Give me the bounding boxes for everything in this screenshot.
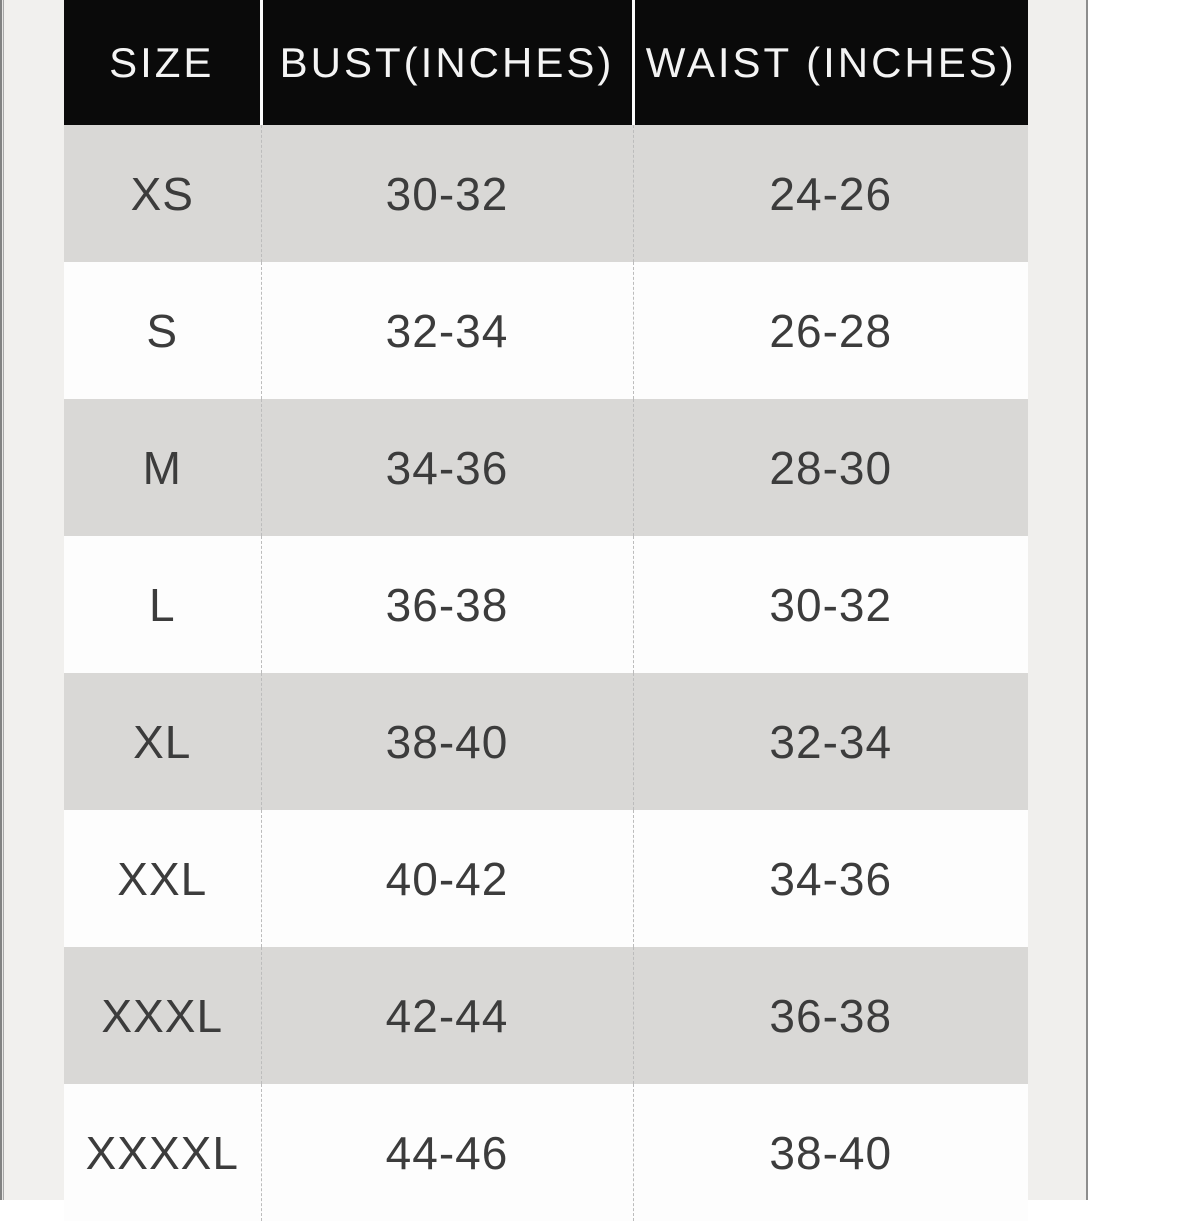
size-cell: L	[64, 536, 261, 673]
waist-cell: 32-34	[633, 673, 1028, 810]
table-row-xl	[64, 673, 1028, 810]
table-row-xxl	[64, 810, 1028, 947]
size-cell: XXL	[64, 810, 261, 947]
table-row-xs	[64, 125, 1028, 262]
table-row-m	[64, 399, 1028, 536]
size-cell: M	[64, 399, 261, 536]
waist-cell: 24-26	[633, 125, 1028, 262]
size-cell: XXXL	[64, 947, 261, 1084]
bust-cell: 36-38	[261, 536, 633, 673]
waist-cell: 30-32	[633, 536, 1028, 673]
bust-cell: 30-32	[261, 125, 633, 262]
table-row-l	[64, 536, 1028, 673]
right-gutter	[1028, 0, 1086, 1200]
waist-cell: 36-38	[633, 947, 1028, 1084]
bust-cell: 38-40	[261, 673, 633, 810]
bust-cell: 44-46	[261, 1084, 633, 1221]
bust-cell: 40-42	[261, 810, 633, 947]
size-cell: XS	[64, 125, 261, 262]
size-chart-table	[64, 0, 1028, 1221]
bust-cell: 32-34	[261, 262, 633, 399]
size-chart-body	[64, 125, 1028, 1221]
column-header-size: SIZE	[64, 0, 261, 125]
header-row	[64, 0, 1028, 125]
table-row-xxxxl	[64, 1084, 1028, 1221]
size-cell: S	[64, 262, 261, 399]
right-whitespace-panel	[1088, 0, 1200, 1200]
table-row-s	[64, 262, 1028, 399]
column-header-waist: WAIST (INCHES)	[633, 0, 1028, 125]
table-row-xxxl	[64, 947, 1028, 1084]
waist-cell: 38-40	[633, 1084, 1028, 1221]
waist-cell: 26-28	[633, 262, 1028, 399]
waist-cell: 34-36	[633, 810, 1028, 947]
left-gutter	[4, 0, 64, 1200]
size-chart-header	[64, 0, 1028, 125]
bust-cell: 42-44	[261, 947, 633, 1084]
column-header-bust: BUST(INCHES)	[261, 0, 633, 125]
waist-cell: 28-30	[633, 399, 1028, 536]
size-cell: XL	[64, 673, 261, 810]
size-cell: XXXXL	[64, 1084, 261, 1221]
bust-cell: 34-36	[261, 399, 633, 536]
